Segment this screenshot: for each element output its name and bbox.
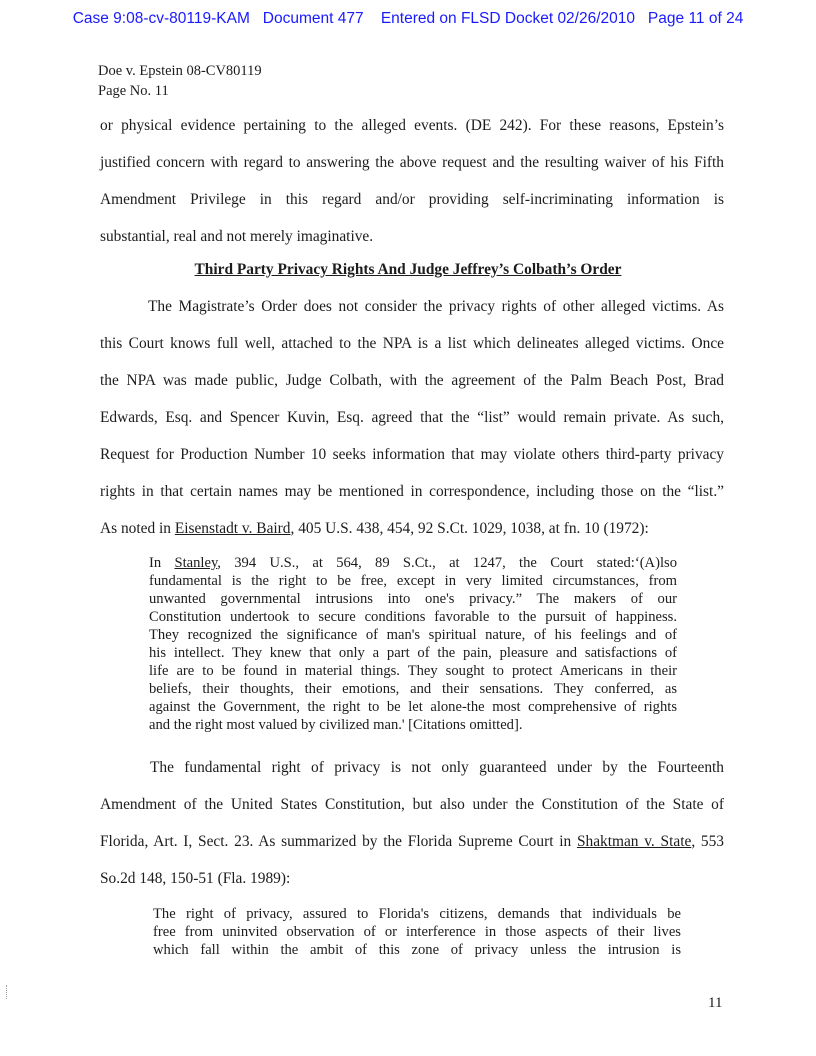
margin-mark [6, 985, 8, 999]
text-line: The fundamental right of privacy is not only guaranteed under by the Fourteenth [150, 759, 724, 776]
text-line: rights in that certain names may be mentioned in correspondence, including those on the “list.” [100, 483, 724, 500]
text-line: The Magistrate’s Order does not consider the privacy rights of other alleged victims. As [148, 298, 724, 315]
citation-suffix: , 405 U.S. 438, 454, 92 S.Ct. 1029, 1038, at fn. 10 (1972): [290, 520, 649, 537]
quote-line: his intellect. They knew that only a part of the pain, pleasure and satisfactions of [149, 645, 677, 661]
page-number: 11 [708, 995, 723, 1011]
quote-line: beliefs, their thoughts, their emotions, and their sensations. They conferred, as [149, 681, 677, 697]
text-line: or physical evidence pertaining to the alleged events. (DE 242). For these reasons, Epstein’s [100, 117, 724, 134]
page-no-label: Page No. 11 [98, 83, 169, 99]
quote-line: fundamental is the right to be free, except in very limited circumstances, from [149, 573, 677, 589]
quote-line: Constitution undertook to secure conditions favorable to the pursuit of happiness. [149, 609, 677, 625]
section-heading [0, 261, 816, 279]
text-line: the NPA was made public, Judge Colbath, with the agreement of the Palm Beach Post, Brad [100, 372, 724, 389]
text-line: Amendment Privilege in this regard and/or providing self-incriminating information is [100, 191, 724, 208]
quote-line: They recognized the significance of man's spiritual nature, of his feelings and of [149, 627, 677, 643]
quote-line [149, 555, 677, 572]
text-line: Edwards, Esq. and Spencer Kuvin, Esq. agreed that the “list” would remain private. As such, [100, 409, 724, 426]
text-line: this Court knows full well, attached to the NPA is a list which delineates alleged victims. Once [100, 335, 724, 352]
case-name: Shaktman v. State [576, 833, 692, 850]
quote-line: and the right most valued by civilized man.' [Citations omitted]. [149, 717, 523, 733]
quote-suffix: , 394 U.S., at 564, 89 S.Ct., at 1247, the Court stated:‘(A)lso [217, 555, 677, 571]
text-line: Request for Production Number 10 seeks information that may violate others third-party privacy [100, 446, 724, 463]
citation-suffix: , 553 [691, 833, 724, 850]
quote-line: unwanted governmental intrusions into one's privacy.” The makers of our [149, 591, 677, 607]
text-line: So.2d 148, 150-51 (Fla. 1989): [100, 870, 291, 887]
quote-line: free from uninvited observation of or interference in those aspects of their lives [153, 924, 681, 940]
case-name: Stanley [174, 555, 218, 571]
citation-prefix: Florida, Art. I, Sect. 23. As summarized by the Florida Supreme Court in [100, 833, 577, 850]
quote-line: which fall within the ambit of this zone of privacy unless the intrusion is [153, 942, 681, 958]
case-caption: Doe v. Epstein 08-CV80119 [98, 63, 262, 79]
quote-line: The right of privacy, assured to Florida's citizens, demands that individuals be [153, 906, 681, 922]
quote-line: life are to be found in material things. They sought to protect Americans in their [149, 663, 677, 679]
quote-prefix: In [149, 555, 175, 571]
text-line: substantial, real and not merely imaginative. [100, 228, 374, 245]
docket-stamp: Case 9:08-cv-80119-KAM Document 477 Entered on FLSD Docket 02/26/2010 Page 11 of 24 [72, 10, 744, 27]
citation-line [100, 520, 724, 538]
section-heading-text: Third Party Privacy Rights And Judge Jeffrey’s Colbath’s Order [194, 261, 622, 278]
citation-prefix: As noted in [100, 520, 175, 537]
quote-line: against the Government, the right to be let alone-the most comprehensive of rights [149, 699, 677, 715]
text-line: justified concern with regard to answering the above request and the resulting waiver of his Fifth [100, 154, 724, 171]
citation-line [100, 833, 724, 851]
case-name: Eisenstadt v. Baird [174, 520, 291, 537]
text-line: Amendment of the United States Constitution, but also under the Constitution of the State of [100, 796, 724, 813]
